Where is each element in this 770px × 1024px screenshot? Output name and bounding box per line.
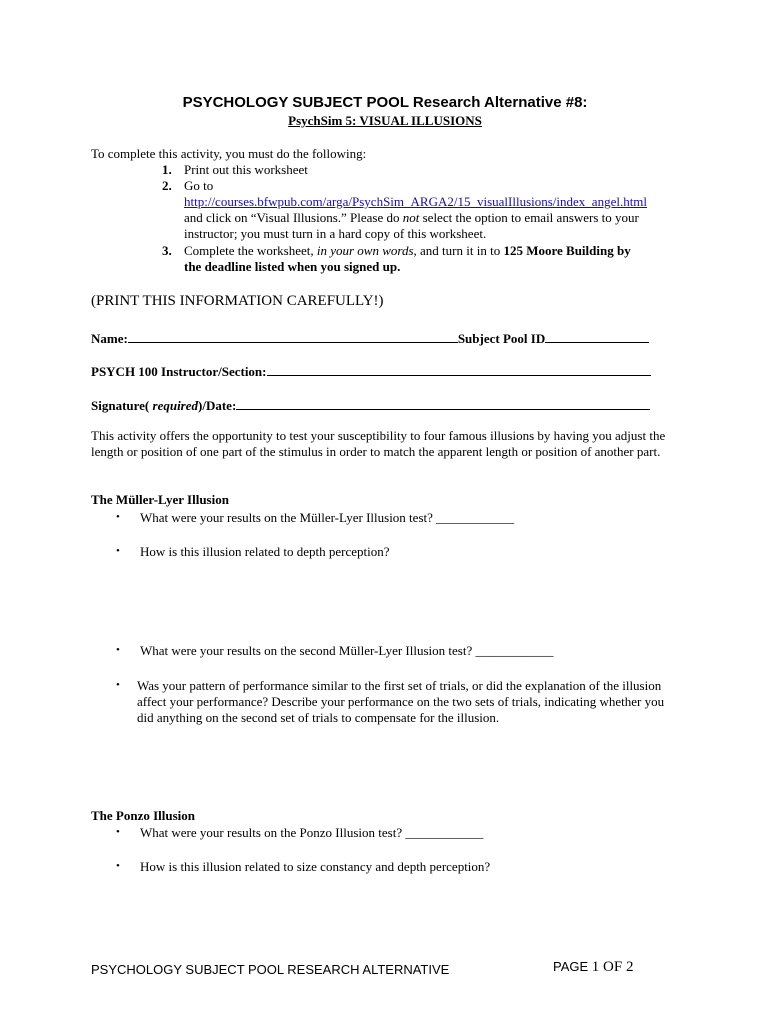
ponzo-heading: The Ponzo Illusion: [91, 808, 196, 823]
page-number: [553, 959, 633, 976]
name-field[interactable]: [128, 330, 458, 343]
instructions-intro: To complete this activity, you must do the following:: [91, 146, 367, 161]
step-2-text: Go to: [184, 178, 214, 193]
signature-date-label: )/Date:: [198, 398, 237, 413]
instructor-section-field[interactable]: [267, 363, 651, 376]
step-2: [162, 178, 213, 194]
step-2-line-3: instructor; you must turn in a hard copy of this worksheet.: [184, 226, 487, 241]
signature-required: required: [149, 398, 199, 413]
muller-q4: Was your pattern of performance similar to the first set of trials, or did the explanation of the illusion affect your performance? Describe your performance on the two sets of trials, indicating whether you did anything on the second set of trials to compensate for the illusion.: [137, 678, 665, 725]
instructor-label: PSYCH 100 Instructor/Section:: [91, 364, 267, 379]
name-row: [91, 330, 649, 347]
step-3-text: Complete the worksheet,: [184, 243, 314, 258]
bullet-icon: •: [116, 644, 120, 656]
subject-pool-label: Subject Pool ID: [457, 331, 546, 346]
step-2-line-2: [184, 210, 639, 226]
instructor-row: [91, 363, 651, 380]
bullet-icon: •: [116, 679, 120, 691]
step-3-location: 125 Moore Building by: [503, 243, 631, 258]
step-3-italic: in your own words: [316, 243, 414, 258]
step-1: [162, 162, 308, 178]
bullet-icon: •: [116, 860, 120, 872]
ponzo-q2: How is this illusion related to size constancy and depth perception?: [140, 859, 491, 874]
step-2-number: 2.: [162, 178, 172, 193]
page-number-prefix: PAGE: [553, 959, 592, 974]
step-3-number: 3.: [162, 243, 172, 258]
step-1-text: Print out this worksheet: [184, 162, 308, 177]
page-number-value: 1 OF 2: [591, 959, 634, 975]
muller-lyer-heading: The Müller-Lyer Illusion: [91, 492, 229, 507]
muller-q2: How is this illusion related to depth perception?: [140, 544, 390, 559]
step-1-number: 1.: [162, 162, 172, 177]
signature-row: [91, 397, 650, 414]
page-subtitle: PsychSim 5: VISUAL ILLUSIONS: [288, 113, 482, 128]
bullet-icon: •: [116, 826, 120, 838]
visual-illusions-link[interactable]: [184, 194, 647, 210]
bullet-icon: •: [116, 511, 120, 523]
bullet-icon: •: [116, 545, 120, 557]
muller-q3: What were your results on the second Müller-Lyer Illusion test? ____________: [140, 643, 554, 658]
page-title: PSYCHOLOGY SUBJECT POOL Research Alternative #8:: [182, 94, 588, 111]
step-2-line2-post: select the option to email answers to your: [419, 210, 639, 225]
step-3-mid: , and turn it in to: [413, 243, 504, 258]
step-2-line2-pre: and click on “Visual Illusions.” Please do: [184, 210, 403, 225]
subject-pool-id-field[interactable]: [545, 330, 649, 343]
signature-label: Signature(: [91, 398, 150, 413]
name-label: Name:: [91, 331, 128, 346]
info-heading: (PRINT THIS INFORMATION CAREFULLY!): [91, 293, 384, 309]
url-link[interactable]: http://courses.bfwpub.com/arga/PsychSim_ARGA2/15_visualIllusions/index_angel.html: [184, 194, 648, 209]
muller-q1: What were your results on the Müller-Lyer Illusion test? ____________: [140, 510, 515, 525]
step-2-not-emphasis: not: [402, 210, 420, 225]
step-3: [162, 243, 631, 259]
ponzo-q1: What were your results on the Ponzo Illusion test? ____________: [140, 825, 484, 840]
step-3-line-2: the deadline listed when you signed up.: [184, 259, 401, 274]
activity-description: This activity offers the opportunity to test your susceptibility to four famous illusions by having you adjust the length or position of one part of the stimulus in order to match the apparent length or position of another part.: [91, 428, 666, 459]
signature-date-field[interactable]: [236, 397, 650, 410]
footer-left: PSYCHOLOGY SUBJECT POOL RESEARCH ALTERNATIVE: [91, 962, 450, 977]
